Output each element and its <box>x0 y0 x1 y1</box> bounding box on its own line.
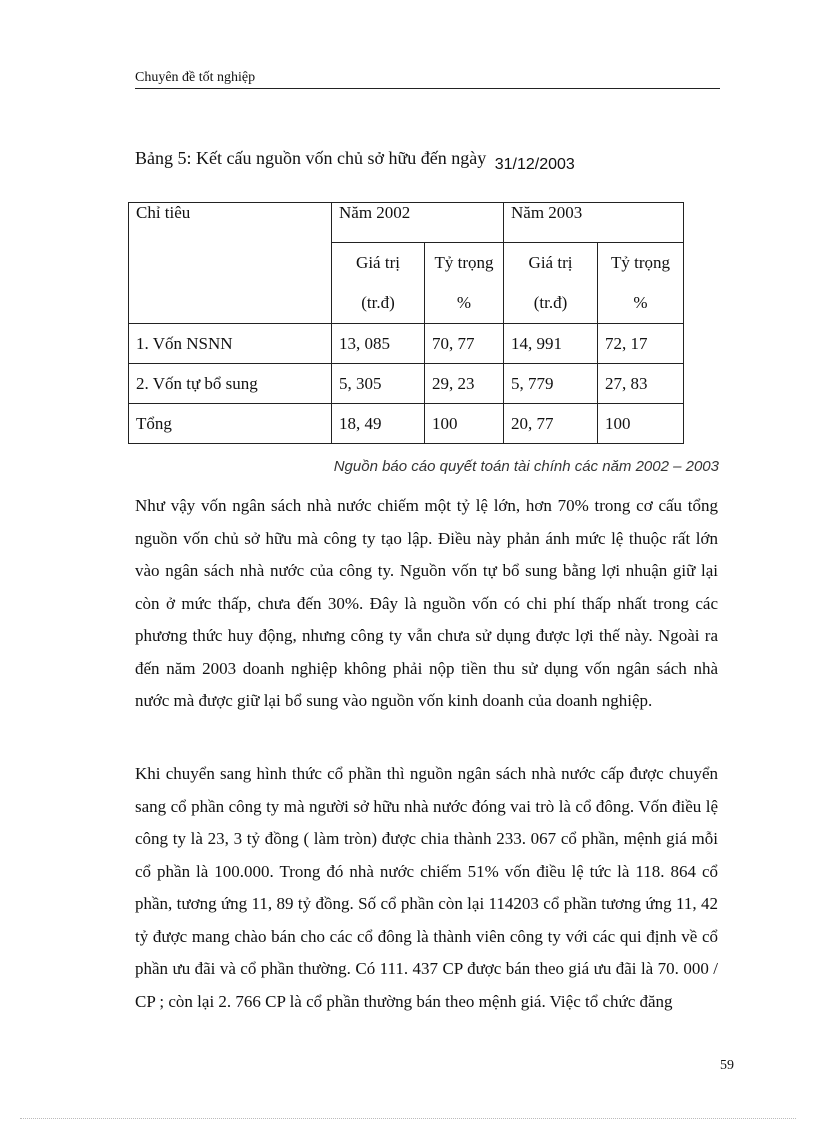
header-year-2003: Năm 2003 <box>504 203 684 243</box>
table-row <box>129 324 684 364</box>
capital-structure-table <box>128 202 684 444</box>
table-title-label: Bảng 5: Kết cấu nguồn vốn chủ sở hữu đến ngày <box>135 148 487 168</box>
page-header: Chuyên đề tốt nghiệp <box>135 70 720 89</box>
cell-ratio-2002: 100 <box>425 404 504 444</box>
unit-ratio-2003: % <box>598 283 684 324</box>
cell-value-2003: 5, 779 <box>504 364 598 404</box>
cell-value-2002: 18, 49 <box>332 404 425 444</box>
page-number: 59 <box>720 1058 734 1073</box>
row-label: 1. Vốn NSNN <box>129 324 332 364</box>
cell-ratio-2002: 29, 23 <box>425 364 504 404</box>
table-title <box>135 148 575 173</box>
cell-ratio-2003: 27, 83 <box>598 364 684 404</box>
cell-value-2002: 5, 305 <box>332 364 425 404</box>
unit-ratio-2002: % <box>425 283 504 324</box>
paragraph-2: Khi chuyển sang hình thức cổ phần thì nguồn ngân sách nhà nước cấp được chuyển sang cổ phần công ty mà người sở hữu nhà nước đóng vai trò là cổ đông. Vốn điều lệ công ty là 23, 3 tỷ đồng ( làm tròn) được chia thành 233. 067 cổ phần, mệnh giá mỗi cổ phần là 100.000. Trong đó nhà nước chiếm 51% vốn điều lệ tức là 118. 864 cổ phần, tương ứng 11, 89 tỷ đồng. Số cổ phần còn lại 114203 cổ phần tương ứng 11, 42 tỷ được mang chào bán cho các cổ đông là thành viên công ty với các qui định về cổ phần ưu đãi và cổ phần thường. Có 111. 437 CP được bán theo giá ưu đãi là 70. 000 / CP ; còn lại 2. 766 CP là cổ phần thường bán theo mệnh giá. Việc tổ chức đăng <box>135 764 718 1011</box>
source-note: Nguồn báo cáo quyết toán tài chính các năm 2002 – 2003 <box>333 458 719 475</box>
table-title-date: 31/12/2003 <box>494 156 575 173</box>
cell-ratio-2003: 72, 17 <box>598 324 684 364</box>
table-row <box>129 364 684 404</box>
row-label: 2. Vốn tự bổ sung <box>129 364 332 404</box>
subheader-ratio-2002: Tỷ trọng <box>425 243 504 284</box>
header-year-2002: Năm 2002 <box>332 203 504 243</box>
table-header-row <box>129 203 684 243</box>
header-indicator: Chỉ tiêu <box>129 203 332 324</box>
cell-value-2002: 13, 085 <box>332 324 425 364</box>
unit-value-2002: (tr.đ) <box>332 283 425 324</box>
subheader-ratio-2003: Tỷ trọng <box>598 243 684 284</box>
page-bottom-divider <box>20 1118 796 1119</box>
cell-value-2003: 20, 77 <box>504 404 598 444</box>
table-row-total <box>129 404 684 444</box>
cell-ratio-2003: 100 <box>598 404 684 444</box>
row-label: Tổng <box>129 404 332 444</box>
subheader-value-2002: Giá trị <box>332 243 425 284</box>
subheader-value-2003: Giá trị <box>504 243 598 284</box>
cell-value-2003: 14, 991 <box>504 324 598 364</box>
cell-ratio-2002: 70, 77 <box>425 324 504 364</box>
unit-value-2003: (tr.đ) <box>504 283 598 324</box>
paragraph-1: Như vậy vốn ngân sách nhà nước chiếm một tỷ lệ lớn, hơn 70% trong cơ cấu tổng nguồn vốn chủ sở hữu mà công ty tạo lập. Điều này phản ánh mức lệ thuộc rất lớn vào ngân sách nhà nước của công ty. Nguồn vốn tự bổ sung bằng lợi nhuận giữ lại còn ở mức thấp, chưa đến 30%. Đây là nguồn vốn có chi phí thấp nhất trong các phương thức huy động, nhưng công ty vẫn chưa sử dụng được lợi thế này. Ngoài ra đến năm 2003 doanh nghiệp không phải nộp tiền thu sử dụng vốn ngân sách nhà nước mà được giữ lại bổ sung vào nguồn vốn kinh doanh của doanh nghiệp. <box>135 496 718 710</box>
